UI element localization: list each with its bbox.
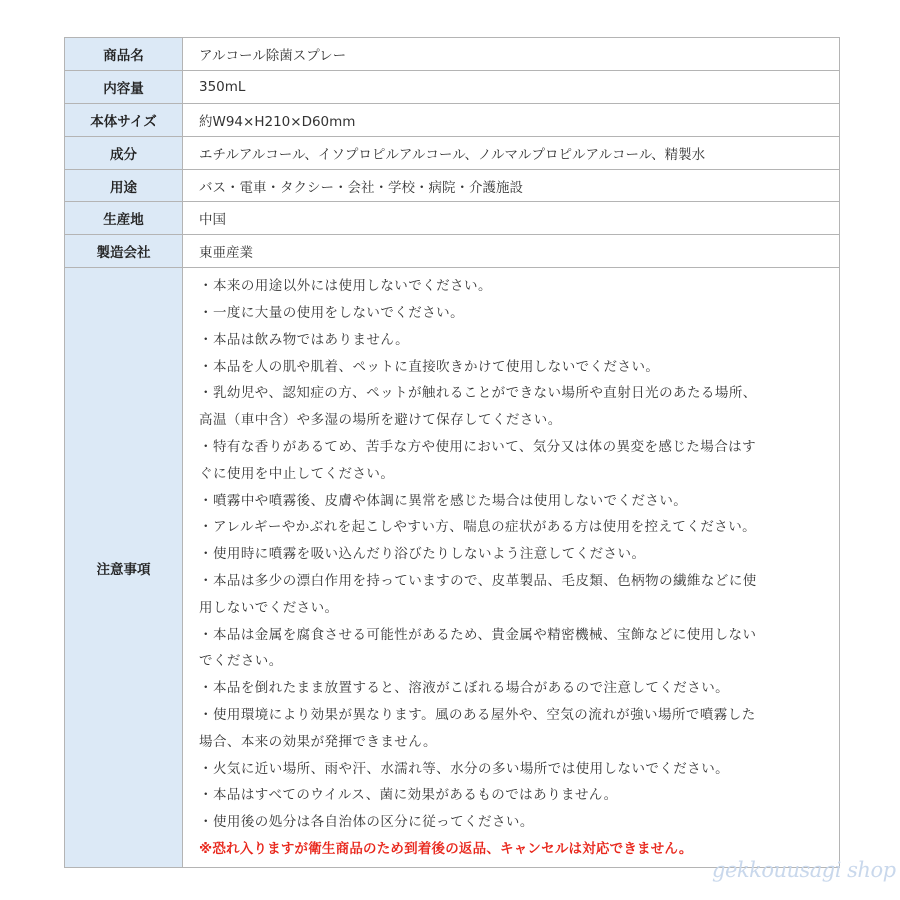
row-product-name — [65, 38, 840, 71]
volume-value: 350mL — [183, 70, 840, 103]
precaution-line: ・本品は金属を腐食させる可能性があるため、貴金属や精密機械、宝飾などに使用しない — [199, 626, 757, 643]
product-spec-table — [64, 37, 840, 868]
size-label: 本体サイズ — [65, 103, 183, 136]
ingredients-label: 成分 — [65, 136, 183, 169]
size-value: 約W94×H210×D60mm — [183, 103, 840, 136]
row-origin — [65, 202, 840, 235]
precaution-line: ・使用後の処分は各自治体の区分に従ってください。 — [199, 814, 534, 831]
precaution-line: ・特有な香りがあるてめ、苦手な方や使用において、気分又は体の異変を感じた場合はす — [199, 439, 757, 456]
origin-value: 中国 — [183, 202, 840, 235]
precaution-line: 高温（車中含）や多湿の場所を避けて保存してください。 — [199, 412, 562, 429]
precaution-line: 場合、本来の効果が発揮できません。 — [199, 733, 437, 750]
origin-label: 生産地 — [65, 202, 183, 235]
precaution-line: ぐに使用を中止してください。 — [199, 465, 395, 482]
shop-watermark: gekkouusagi shop — [712, 858, 896, 882]
precautions-label: 注意事項 — [65, 268, 183, 868]
row-precautions — [65, 268, 840, 868]
precaution-line: ・本来の用途以外には使用しないでください。 — [199, 278, 492, 295]
row-manufacturer — [65, 235, 840, 268]
ingredients-value: エチルアルコール、イソプロピルアルコール、ノルマルプロピルアルコール、精製水 — [183, 136, 840, 169]
precaution-line: ・本品を倒れたまま放置すると、溶液がこぼれる場合があるので注意してください。 — [199, 680, 730, 697]
precaution-line: ・噴霧中や噴霧後、皮膚や体調に異常を感じた場合は使用しないでください。 — [199, 492, 688, 509]
manufacturer-value: 東亜産業 — [183, 235, 840, 268]
precaution-line: ・本品は飲み物ではありません。 — [199, 331, 410, 348]
precaution-line: ・本品はすべてのウイルス、菌に効果があるものではありません。 — [199, 787, 618, 804]
row-ingredients — [65, 136, 840, 169]
precaution-line: ・アレルギーやかぶれを起こしやすい方、喘息の症状がある方は使用を控えてください。 — [199, 519, 757, 536]
precaution-line: ・本品を人の肌や肌着、ペットに直接吹きかけて使用しないでください。 — [199, 358, 660, 375]
precaution-line: ・乳幼児や、認知症の方、ペットが触れることができない場所や直射日光のあたる場所、 — [199, 385, 757, 402]
row-volume — [65, 70, 840, 103]
product-name-value: アルコール除菌スプレー — [183, 38, 840, 71]
row-usage — [65, 169, 840, 202]
volume-label: 内容量 — [65, 70, 183, 103]
precaution-line: 用しないでください。 — [199, 599, 339, 616]
precaution-line: ・火気に近い場所、雨や汗、水濡れ等、水分の多い場所では使用しないでください。 — [199, 760, 730, 777]
row-size — [65, 103, 840, 136]
precautions-list — [183, 268, 840, 868]
return-policy-warning: ※恐れ入りますが衛生商品のため到着後の返品、キャンセルは対応できません。 — [199, 840, 693, 857]
precaution-line: ・使用環境により効果が異なります。風のある屋外や、空気の流れが強い場所で噴霧した — [199, 706, 756, 723]
precaution-line: ・本品は多少の漂白作用を持っていますので、皮革製品、毛皮類、色柄物の繊維などに使 — [199, 573, 757, 589]
product-name-label: 商品名 — [65, 38, 183, 71]
precaution-line: ・一度に大量の使用をしないでください。 — [199, 305, 465, 322]
usage-label: 用途 — [65, 169, 183, 202]
usage-value: バス・電車・タクシー・会社・学校・病院・介護施設 — [183, 169, 840, 202]
precaution-line: でください。 — [199, 653, 283, 670]
manufacturer-label: 製造会社 — [65, 235, 183, 268]
precaution-line: ・使用時に噴霧を吸い込んだり浴びたりしないよう注意してください。 — [199, 546, 646, 563]
